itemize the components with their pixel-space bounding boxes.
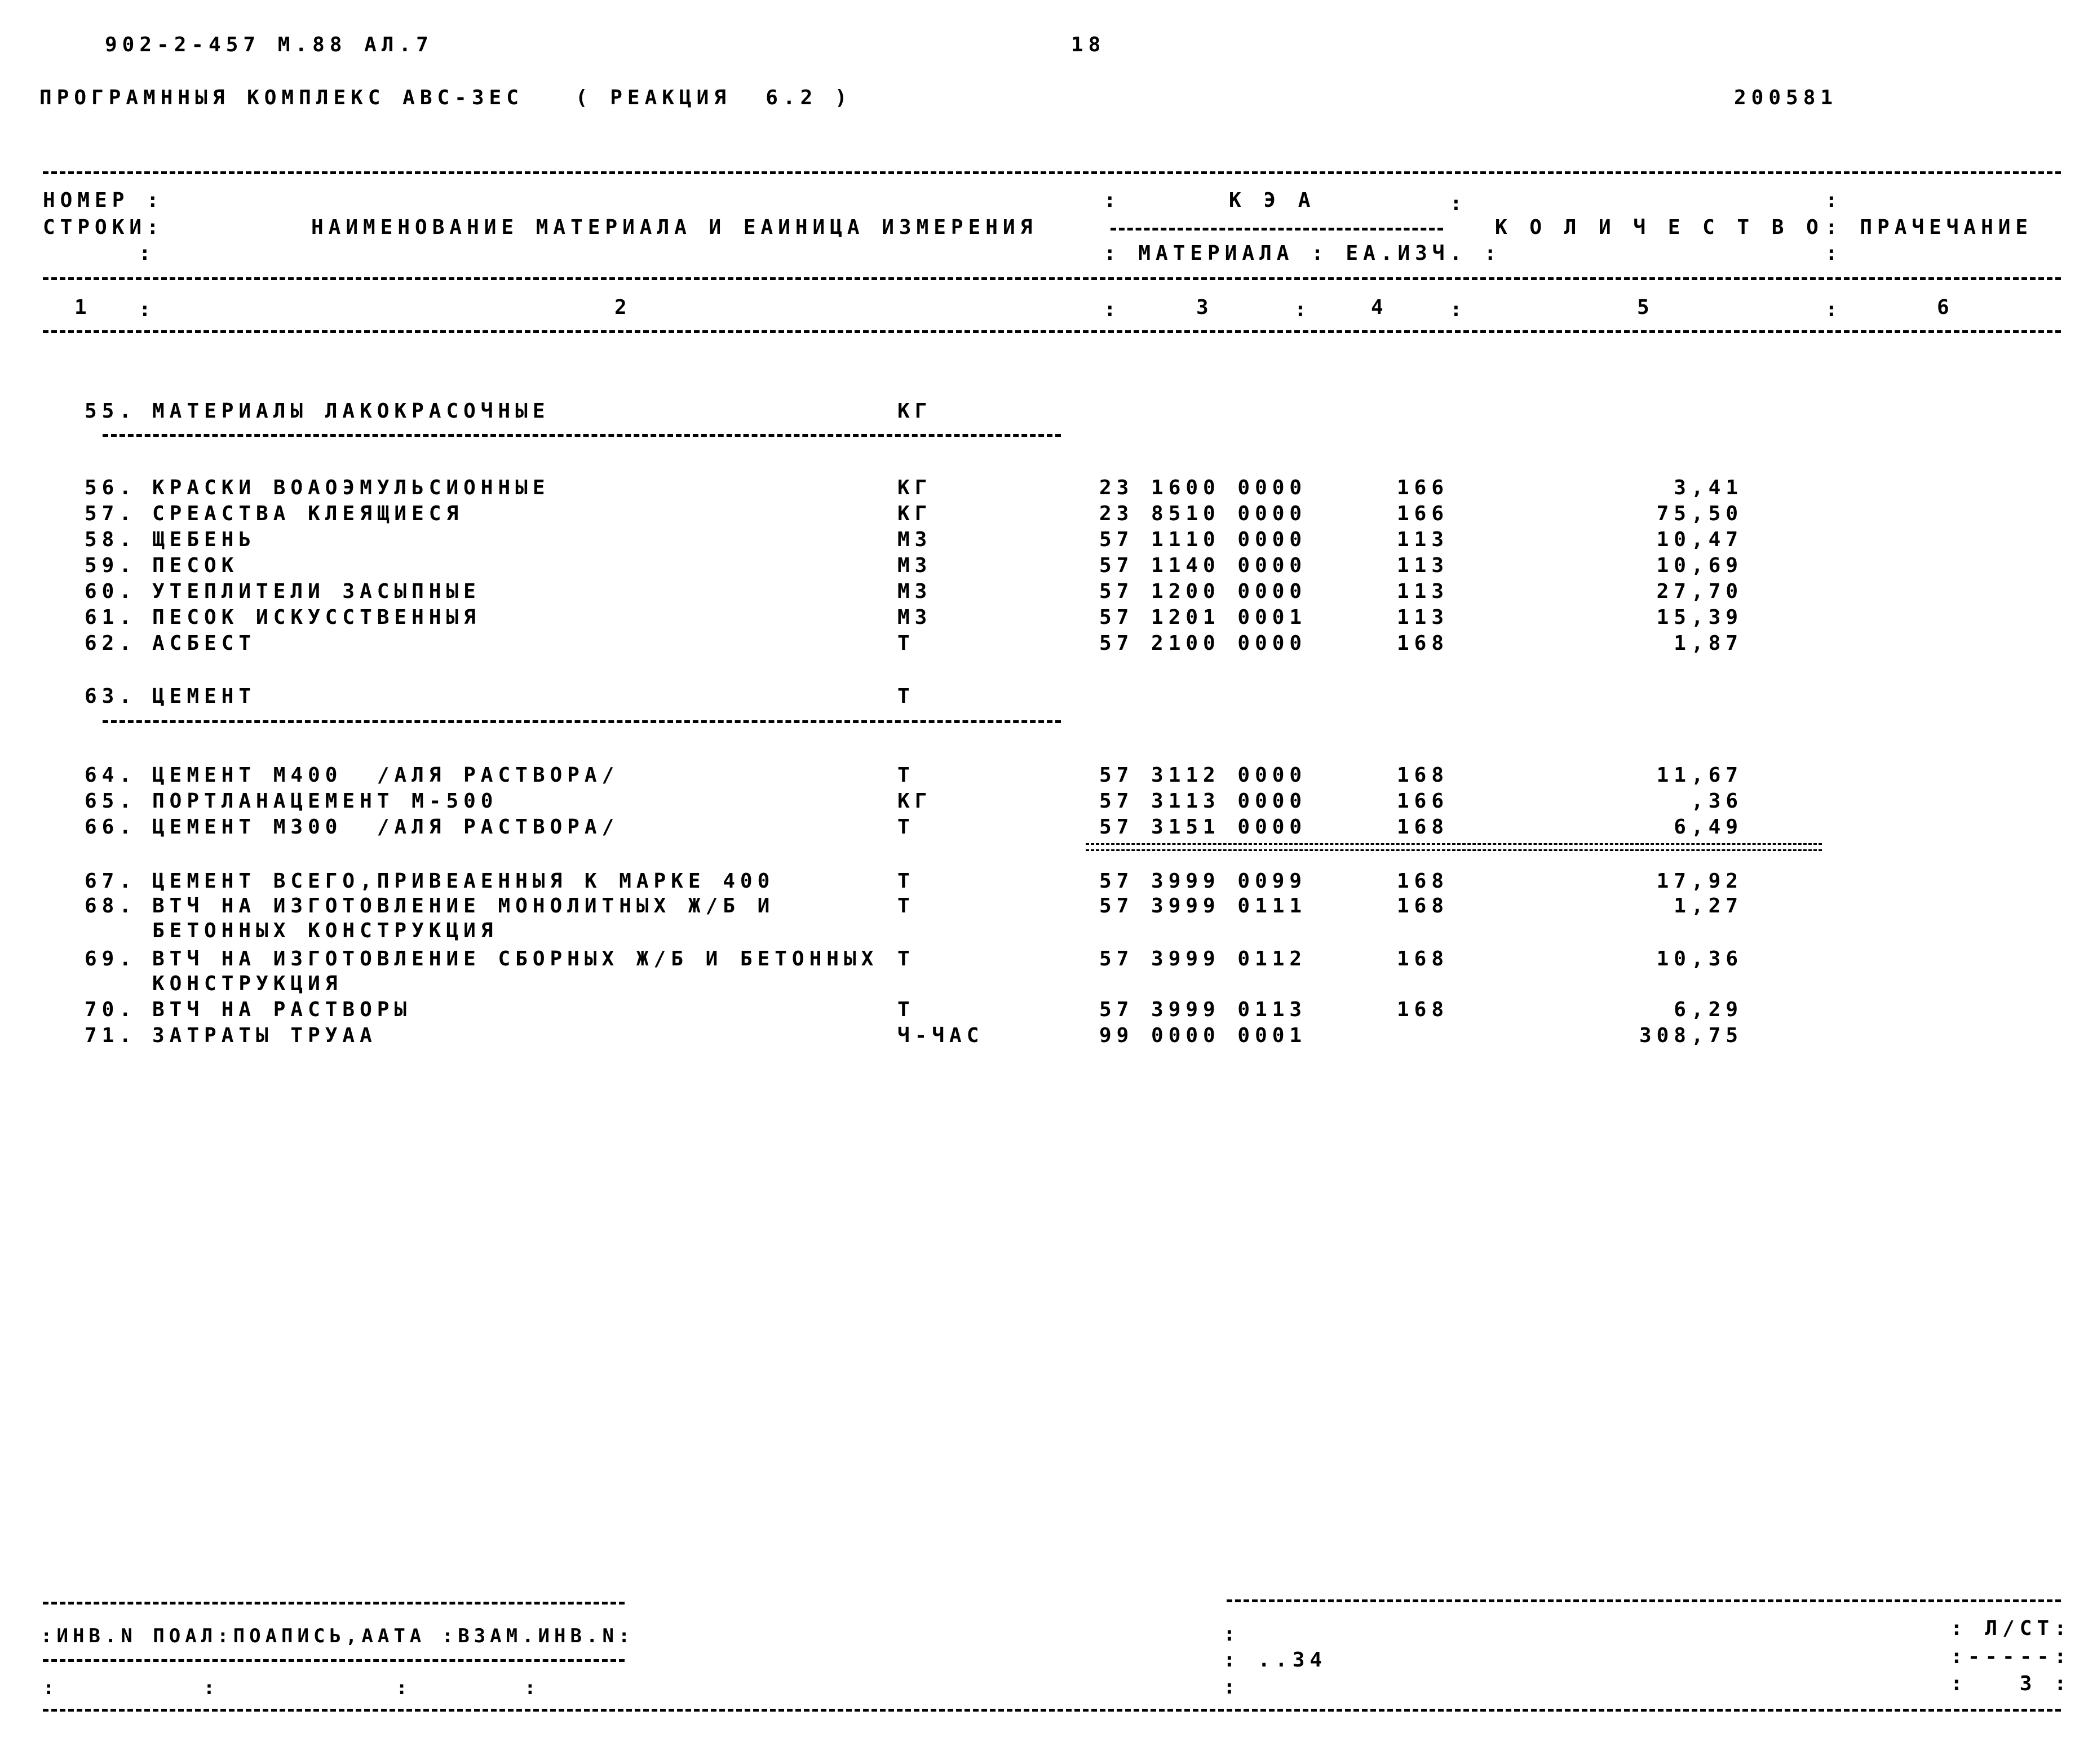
col1-header-line1: НОМЕР :	[43, 189, 164, 212]
quantity: ,36	[1691, 790, 1743, 813]
unit-of-measure: КГ	[897, 502, 932, 525]
material-name-continued: БЕТОННЫХ КОНСТРУКЦИЯ	[152, 919, 498, 942]
table-row	[0, 817, 2097, 842]
material-code: 57 3151 0000	[1099, 815, 1307, 839]
material-name: ВТЧ НА ИЗГОТОВЛЕНИЕ СБОРНЫХ Ж/Б И БЕТОННЫХ	[152, 947, 879, 970]
unit-code: 168	[1397, 764, 1449, 787]
table-row	[0, 478, 2097, 503]
material-name: ЦЕМЕНТ М300 /АЛЯ РАСТВОРА/	[152, 815, 620, 839]
unit-of-measure: М3	[897, 554, 932, 577]
unit-code: 113	[1397, 606, 1449, 629]
col-number: 3	[1196, 296, 1214, 319]
material-code: 57 1200 0000	[1099, 580, 1307, 603]
col-divider: :	[1450, 298, 1467, 321]
material-code: 57 1201 0001	[1099, 606, 1307, 629]
material-name: ПЕСОК ИСКУССТВЕННЫЯ	[152, 606, 481, 629]
row-number: 58.	[85, 528, 137, 551]
row-number: 71.	[85, 1024, 137, 1047]
table-row	[0, 556, 2097, 580]
material-code: 57 3999 0099	[1099, 870, 1307, 893]
material-name: ВТЧ НА РАСТВОРЫ	[152, 998, 412, 1021]
header-rule-mid	[43, 277, 2061, 280]
material-name: УТЕПЛИТЕЛИ ЗАСЫПНЫЕ	[152, 580, 481, 603]
unit-code: 166	[1397, 502, 1449, 525]
row-number: 62.	[85, 632, 137, 655]
material-name: ЦЕМЕНТ М400 /АЛЯ РАСТВОРА/	[152, 764, 620, 787]
code-subheader: : МАТЕРИАЛА : ЕА.ИЗЧ. :	[1104, 242, 1502, 265]
unit-code: 166	[1397, 476, 1449, 499]
table-row	[0, 504, 2097, 529]
table-row	[0, 871, 2097, 896]
unit-of-measure: Т	[897, 870, 915, 893]
header-rule-bottom	[43, 330, 2061, 333]
row-number: 68.	[85, 894, 137, 918]
unit-code: 168	[1397, 947, 1449, 970]
material-name: МАТЕРИАЛЫ ЛАКОКРАСОЧНЫЕ	[152, 400, 550, 423]
col-number: 5	[1637, 296, 1654, 319]
stamp-cells: : : : :	[43, 1677, 541, 1699]
unit-code: 168	[1397, 632, 1449, 655]
table-row	[0, 791, 2097, 816]
unit-of-measure: М3	[897, 580, 932, 603]
col-divider: :	[1294, 298, 1312, 321]
col-divider: :	[1104, 189, 1121, 212]
code-header: К Э А	[1229, 189, 1316, 212]
material-code: 23 8510 0000	[1099, 502, 1307, 525]
stamp-rule	[43, 1602, 625, 1605]
table-row	[0, 401, 2097, 426]
col-number: 6	[1937, 296, 1954, 319]
row-number: 57.	[85, 502, 137, 525]
material-code: 57 3999 0113	[1099, 998, 1307, 1021]
quantity: 10,69	[1656, 554, 1743, 577]
unit-of-measure: Т	[897, 632, 915, 655]
quantity: 1,27	[1674, 894, 1743, 918]
quantity: 11,67	[1656, 764, 1743, 787]
unit-code: 166	[1397, 790, 1449, 813]
table-row	[0, 765, 2097, 790]
material-name: ВТЧ НА ИЗГОТОВЛЕНИЕ МОНОЛИТНЫХ Ж/Б И	[152, 894, 775, 918]
quantity: 75,50	[1656, 502, 1743, 525]
row-number: 64.	[85, 764, 137, 787]
unit-of-measure: Т	[897, 894, 915, 918]
unit-code: 168	[1397, 894, 1449, 918]
unit-of-measure: Т	[897, 815, 915, 839]
material-code: 23 1600 0000	[1099, 476, 1307, 499]
table-row	[0, 686, 2097, 711]
page-number: 18	[1071, 33, 1106, 56]
unit-of-measure: М3	[897, 606, 932, 629]
unit-of-measure: КГ	[897, 790, 932, 813]
table-row	[0, 1000, 2097, 1025]
code-header-rule	[1111, 228, 1443, 231]
quantity: 6,49	[1674, 815, 1743, 839]
quantity: 17,92	[1656, 870, 1743, 893]
quantity: 1,87	[1674, 632, 1743, 655]
row-number: 69.	[85, 947, 137, 970]
material-name: АСБЕСТ	[152, 632, 256, 655]
unit-code: 113	[1397, 580, 1449, 603]
quantity: 15,39	[1656, 606, 1743, 629]
row-number: 56.	[85, 476, 137, 499]
col-divider: :	[1104, 298, 1121, 321]
material-name: ПОРТЛАНАЦЕМЕНТ М-500	[152, 790, 498, 813]
material-name: СРЕАСТВА КЛЕЯЩИЕСЯ	[152, 502, 464, 525]
col-number: 2	[614, 296, 632, 319]
row-number: 55.	[85, 400, 137, 423]
material-code: 57 3112 0000	[1099, 764, 1307, 787]
section-underline	[103, 434, 1061, 437]
unit-code: 168	[1397, 998, 1449, 1021]
table-row	[0, 608, 2097, 632]
sheet-separator: :-----:	[1950, 1645, 2072, 1668]
footer-sheet-total: : ..34	[1223, 1648, 1328, 1672]
unit-of-measure: Т	[897, 764, 915, 787]
col-divider: :	[1825, 298, 1843, 321]
table-row	[0, 582, 2097, 606]
row-number: 65.	[85, 790, 137, 813]
sheet-label: : Л/СТ:	[1950, 1617, 2072, 1640]
col-divider: :	[1825, 242, 1843, 265]
unit-of-measure: КГ	[897, 400, 932, 423]
unit-code: 168	[1397, 870, 1449, 893]
row-number: 67.	[85, 870, 137, 893]
row-number: 60.	[85, 580, 137, 603]
unit-of-measure: Ч-ЧАС	[897, 1024, 984, 1047]
material-name: ПЕСОК	[152, 554, 239, 577]
col6-header: : ПРАЧЕЧАНИЕ	[1825, 216, 2033, 239]
table-row	[0, 1026, 2097, 1051]
total-double-rule	[1086, 843, 1822, 851]
material-name: ЦЕМЕНТ ВСЕГО,ПРИВЕАЕННЫЯ К МАРКЕ 400	[152, 870, 775, 893]
unit-of-measure: КГ	[897, 476, 932, 499]
material-name-continued: КОНСТРУКЦИЯ	[152, 972, 343, 995]
unit-of-measure: М3	[897, 528, 932, 551]
col-number: 1	[74, 296, 92, 319]
col-divider: :	[139, 298, 156, 321]
unit-code: 113	[1397, 554, 1449, 577]
col5-header: К О Л И Ч Е С Т В О	[1495, 216, 1824, 239]
col-number: 4	[1371, 296, 1388, 319]
quantity: 3,41	[1674, 476, 1743, 499]
col1-header-line2: СТРОКИ:	[43, 216, 164, 239]
table-row	[0, 633, 2097, 658]
material-code: 57 3999 0112	[1099, 947, 1307, 970]
sheet-number: : 3 :	[1950, 1672, 2072, 1695]
quantity: 6,29	[1674, 998, 1743, 1021]
unit-of-measure: Т	[897, 685, 915, 708]
section-underline	[103, 720, 1061, 723]
material-name: ЗАТРАТЫ ТРУАА	[152, 1024, 377, 1047]
material-code: 57 1140 0000	[1099, 554, 1307, 577]
col1-header-line3: :	[139, 242, 156, 265]
quantity: 308,75	[1639, 1024, 1743, 1047]
material-name: КРАСКИ ВОАОЭМУЛЬСИОННЫЕ	[152, 476, 550, 499]
unit-code: 113	[1397, 528, 1449, 551]
footer-rule-top	[1227, 1599, 2061, 1602]
program-code: 200581	[1734, 86, 1838, 109]
row-number: 63.	[85, 685, 137, 708]
footer-divider: :	[1223, 1676, 1241, 1699]
col-divider: :	[1450, 192, 1467, 215]
footer-divider: :	[1223, 1623, 1241, 1646]
quantity: 27,70	[1656, 580, 1743, 603]
material-name: ЩЕБЕНЬ	[152, 528, 256, 551]
col2-header: НАИМЕНОВАНИЕ МАТЕРИАЛА И ЕАИНИЦА ИЗМЕРЕНИЯ	[311, 216, 1038, 239]
header-rule-top	[43, 171, 2061, 174]
table-row	[0, 530, 2097, 555]
material-code: 57 1110 0000	[1099, 528, 1307, 551]
document-id: 902-2-457 М.88 АЛ.7	[105, 33, 433, 56]
unit-of-measure: Т	[897, 998, 915, 1021]
program-title: ПРОГРАМННЫЯ КОМПЛЕКС АВС-3ЕС ( РЕАКЦИЯ 6.2 )	[39, 86, 852, 109]
row-number: 66.	[85, 815, 137, 839]
material-code: 57 3999 0111	[1099, 894, 1307, 918]
material-code: 99 0000 0001	[1099, 1024, 1307, 1047]
row-number: 70.	[85, 998, 137, 1021]
row-number: 61.	[85, 606, 137, 629]
material-name: ЦЕМЕНТ	[152, 685, 256, 708]
footer-rule-bottom	[43, 1709, 2061, 1712]
table-row	[0, 894, 2097, 942]
table-row	[0, 947, 2097, 995]
quantity: 10,36	[1656, 947, 1743, 970]
stamp-rule	[43, 1659, 625, 1662]
row-number: 59.	[85, 554, 137, 577]
material-code: 57 3113 0000	[1099, 790, 1307, 813]
col-divider: :	[1825, 189, 1843, 212]
quantity: 10,47	[1656, 528, 1743, 551]
unit-of-measure: Т	[897, 947, 915, 970]
stamp-labels: :ИНВ.N ПОАЛ:ПОАПИСЬ,АATA :ВЗАМ.ИНВ.N:	[41, 1625, 635, 1647]
unit-code: 168	[1397, 815, 1449, 839]
material-code: 57 2100 0000	[1099, 632, 1307, 655]
